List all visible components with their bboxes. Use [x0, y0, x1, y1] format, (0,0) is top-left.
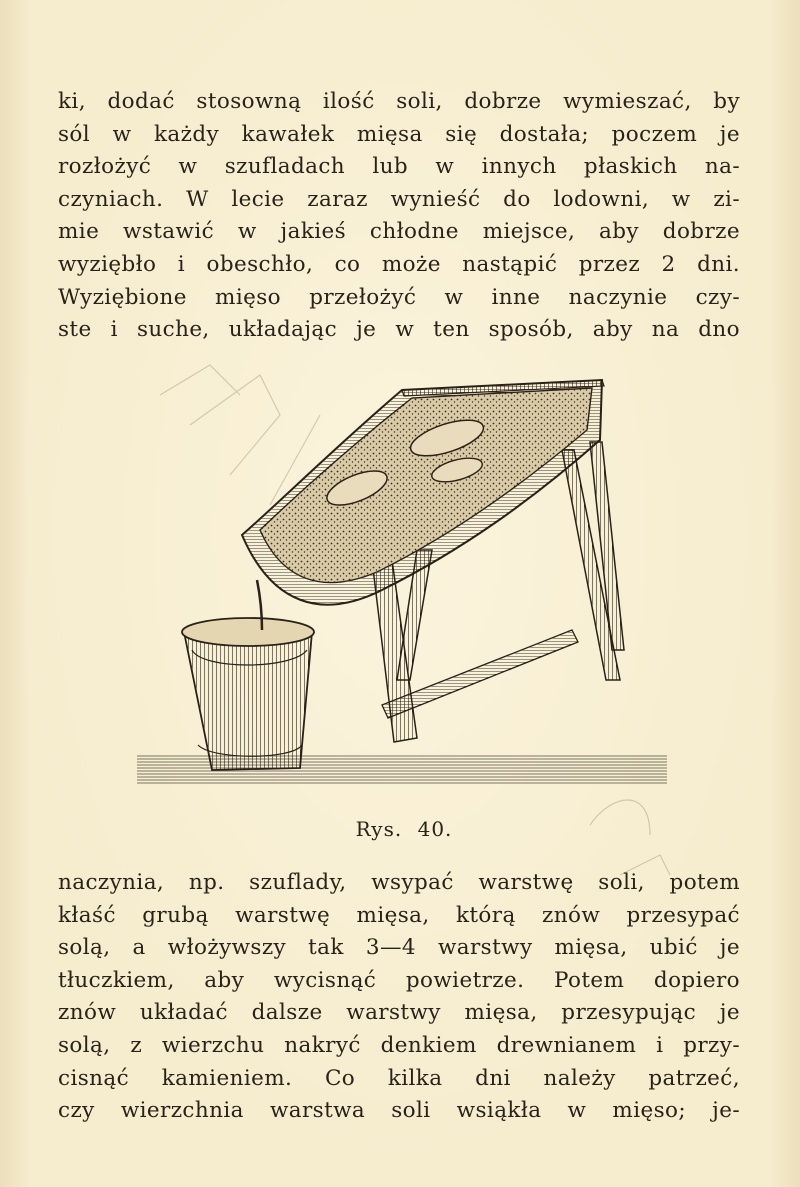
bottom-paragraph: [58, 867, 740, 1128]
text-line: kłaść grubą warstwę mięsa, którą znów przesypać: [58, 902, 740, 928]
text-line: sól w każdy kawałek mięsa się dostała; poczem je: [58, 121, 740, 147]
text-line: mie wstawić w jakieś chłodne miejsce, aby dobrze: [58, 219, 740, 245]
text-line: Wyziębione mięso przełożyć w inne naczynie czy-: [58, 284, 740, 310]
text-line: tłuczkiem, aby wycisnąć powietrze. Potem dopiero: [58, 967, 740, 993]
caption-prefix: Rys.: [355, 817, 403, 841]
caption-number: 40.: [417, 817, 453, 841]
bucket-opening: [182, 618, 314, 646]
text-line: ste i suche, układając je w ten sposób, aby na dno: [58, 317, 740, 343]
text-line: cisnąć kamieniem. Co kilka dni należy patrzeć,: [58, 1065, 740, 1091]
text-line: solą, z wierzchu nakryć denkiem drewnianem i przy-: [58, 1032, 740, 1058]
text-line: wyziębło i obeschło, co może nastąpić przez 2 dni.: [58, 251, 740, 277]
top-paragraph: [58, 86, 740, 347]
figure-caption: [0, 817, 800, 841]
salting-trough-illustration: [132, 350, 672, 790]
text-line: rozłożyć w szufladach lub w innych płaskich na-: [58, 154, 740, 180]
text-line: czyniach. W lecie zaraz wynieść do lodowni, w zi-: [58, 186, 740, 212]
text-line: solą, a włożywszy tak 3—4 warstwy mięsa, ubić je: [58, 935, 740, 961]
text-line: znów układać dalsze warstwy mięsa, przesypując je: [58, 1000, 740, 1026]
text-line: czy wierzchnia warstwa soli wsiąkła w mięso; je-: [58, 1098, 740, 1124]
text-line: naczynia, np. szuflady, wsypać warstwę soli, potem: [58, 870, 740, 895]
text-line: ki, dodać stosowną ilość soli, dobrze wymieszać, by: [58, 89, 740, 114]
